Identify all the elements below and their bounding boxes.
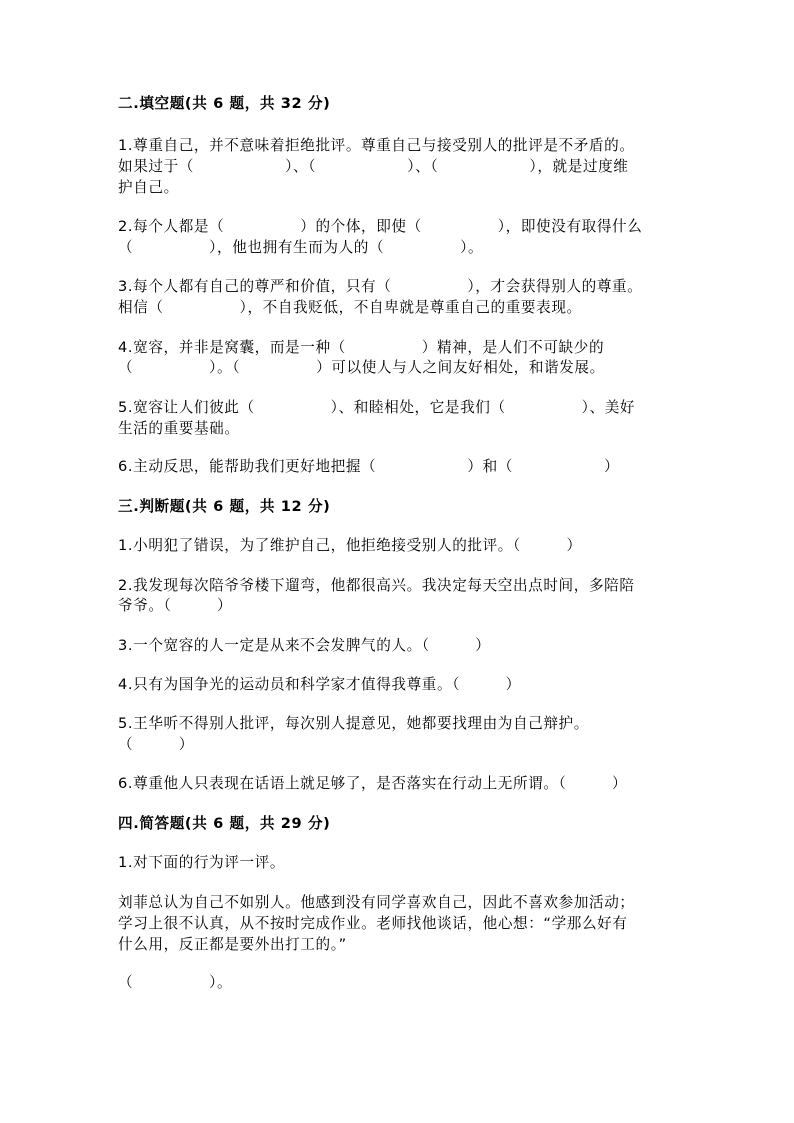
tf-q6-line1: 6.尊重他人只表现在话语上就足够了，是否落实在行动上无所谓。（ ） (118, 775, 628, 792)
fill-q5-line1: 5.宽容让人们彼此（ ）、和睦相处，它是我们（ ）、美好 (118, 399, 636, 416)
fill-q1-line3: 护自己。 (118, 179, 179, 196)
fill-q5-line2: 生活的重要基础。 (118, 420, 240, 437)
tf-q2-line2: 爷爷。（ ） (118, 597, 233, 614)
fill-q3-line2: 相信（ ），不自我贬低，不自卑就是尊重自己的重要表现。 (118, 299, 582, 316)
sa-q1-line1: 1.对下面的行为评一评。 (118, 854, 286, 871)
fill-q4-line2: （ ）。（ ）可以使人与人之间友好相处，和谐发展。 (118, 359, 605, 376)
sa-answer-blank: （ ）。 (118, 974, 233, 991)
fill-q3-line1: 3.每个人都有自己的尊严和价值，只有（ ），才会获得别人的尊重。 (118, 278, 643, 295)
tf-q1-line1: 1.小明犯了错误，为了维护自己，他拒绝接受别人的批评。（ ） (118, 537, 582, 554)
sa-passage-line2: 学习上很不认真，从不按时完成作业。老师找他谈话，他心想：“学那么好有 (118, 915, 628, 932)
fill-q2-line2: （ ），他也拥有生而为人的（ ）。 (118, 239, 484, 256)
tf-q3-line1: 3.一个宽容的人一定是从来不会发脾气的人。（ ） (118, 637, 491, 654)
sa-passage-line1: 刘菲总认为自己不如别人。他感到没有同学喜欢自己，因此不喜欢参加活动； (118, 894, 635, 911)
tf-q5-line2: （ ） (118, 736, 194, 753)
fill-q1-line1: 1.尊重自己，并不意味着拒绝批评。尊重自己与接受别人的批评是不矛盾的。 (118, 137, 635, 154)
tf-q2-line1: 2.我发现每次陪爷爷楼下遛弯，他都很高兴。我决定每天空出点时间，多陪陪 (118, 577, 635, 594)
section-heading-true-false: 三.判断题(共 6 题，共 12 分) (118, 498, 331, 515)
tf-q5-line1: 5.王华听不得别人批评，每次别人提意见，她都要找理由为自己辩护。 (118, 715, 589, 732)
sa-passage-line3: 什么用，反正都是要外出打工的。” (118, 936, 347, 953)
fill-q6-line1: 6.主动反思，能帮助我们更好地把握（ ）和（ ） (118, 458, 620, 475)
fill-q4-line1: 4.宽容，并非是窝囊，而是一种（ ）精神，是人们不可缺少的 (118, 339, 605, 356)
section-heading-fill-in: 二.填空题(共 6 题，共 32 分) (118, 95, 331, 112)
tf-q4-line1: 4.只有为国争光的运动员和科学家才值得我尊重。（ ） (118, 676, 521, 693)
fill-q1-line2: 如果过于（ ）、（ ）、（ ），就是过度维 (118, 158, 629, 175)
fill-q2-line1: 2.每个人都是（ ）的个体，即使（ ），即使没有取得什么 (118, 218, 643, 235)
section-heading-short-answer: 四.简答题(共 6 题，共 29 分) (118, 815, 331, 832)
